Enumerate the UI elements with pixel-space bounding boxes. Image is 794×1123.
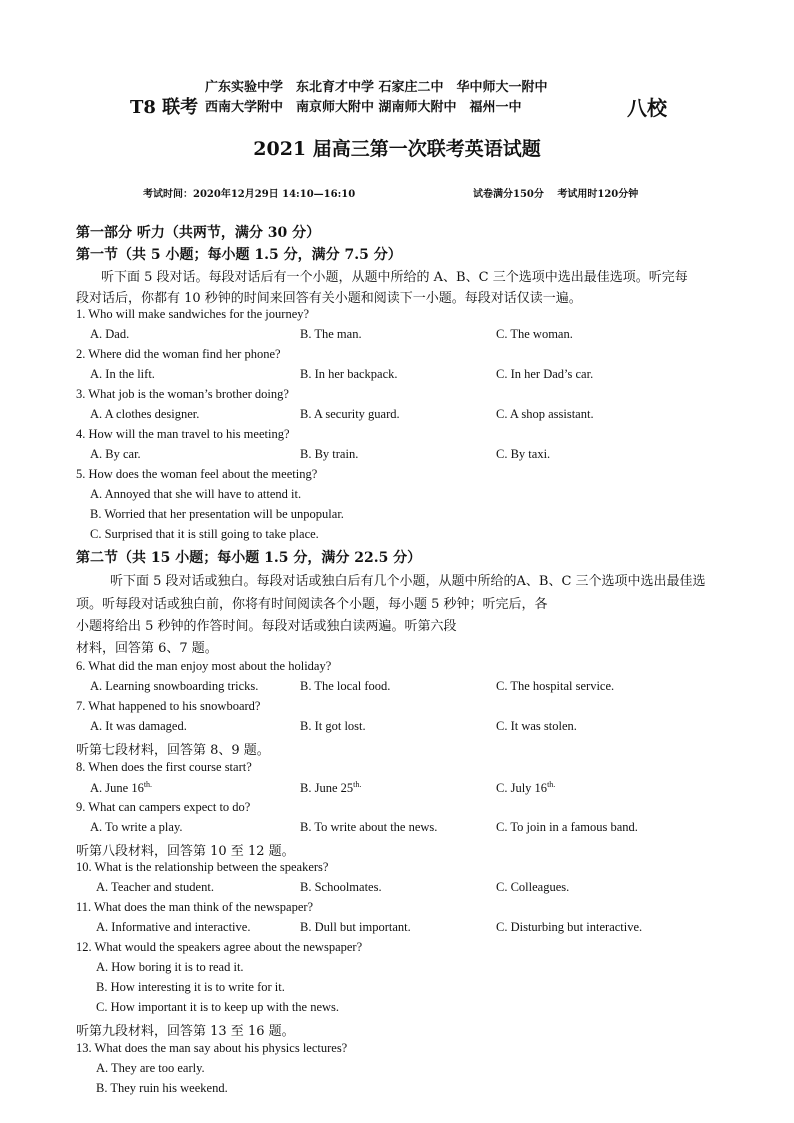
- material-9-note: 听第九段材料，回答第 13 至 16 题。: [76, 1024, 295, 1039]
- question-9-option-b: B. To write about the news.: [300, 820, 438, 834]
- question-13-option-b: B. They ruin his weekend.: [96, 1081, 228, 1095]
- material-8-note: 听第八段材料，回答第 10 至 12 题。: [76, 844, 295, 859]
- question-1-option-a: A. Dad.: [90, 327, 130, 341]
- section2-instruction-line2: 项。听每段对话或独白前，你将有时间阅读各个小题，每小题 5 秒钟；听完后，各: [76, 597, 548, 612]
- header-left-label: T8 联考: [130, 97, 199, 118]
- question-5-option-a: A. Annoyed that she will have to attend it.: [90, 487, 302, 501]
- question-2-option-b: B. In her backpack.: [300, 367, 398, 381]
- question-10-option-a: A. Teacher and student.: [96, 880, 214, 894]
- section2-instruction-line4: 材料，回答第 6、7 题。: [76, 641, 218, 656]
- exam-score: 试卷满分150分 考试用时120分钟: [473, 189, 639, 200]
- question-10-option-b: B. Schoolmates.: [300, 880, 382, 894]
- section1-heading: 第一节（共 5 小题；每小题 1.5 分，满分 7.5 分）: [76, 247, 402, 263]
- question-8-option-a: [90, 780, 152, 796]
- question-8-option-b: [300, 780, 361, 796]
- question-9-option-c: C. To join in a famous band.: [496, 820, 638, 834]
- question-7-option-a: A. It was damaged.: [90, 719, 187, 733]
- header-schools-line2: 西南大学附中 南京师大附中 湖南师大附中 福州一中: [205, 100, 522, 115]
- exam-time: 考试时间：2020年12月29日 14:10—16:10: [143, 189, 356, 200]
- question-6-option-a: A. Learning snowboarding tricks.: [90, 679, 259, 693]
- question-5-option-c: C. Surprised that it is still going to take place.: [90, 527, 319, 541]
- question-3-option-a: A. A clothes designer.: [90, 407, 200, 421]
- question-7-stem: 7. What happened to his snowboard?: [76, 699, 261, 713]
- question-3-stem: 3. What job is the woman’s brother doing?: [76, 387, 289, 401]
- question-2-option-c: C. In her Dad’s car.: [496, 367, 594, 381]
- question-11-option-c: C. Disturbing but interactive.: [496, 920, 643, 934]
- question-12-option-a: A. How boring it is to read it.: [96, 960, 244, 974]
- question-1-stem: 1. Who will make sandwiches for the journey?: [76, 307, 310, 321]
- question-6-stem: 6. What did the man enjoy most about the holiday?: [76, 659, 332, 673]
- material-7-note: 听第七段材料，回答第 8、9 题。: [76, 743, 270, 758]
- question-8-option-a-text: A. June 16: [90, 781, 144, 796]
- question-6-option-b: B. The local food.: [300, 679, 391, 693]
- question-1-option-b: B. The man.: [300, 327, 362, 341]
- question-8-option-c-suffix: th.: [547, 780, 556, 789]
- exam-title: 2021 届高三第一次联考英语试题: [253, 138, 541, 160]
- question-2-stem: 2. Where did the woman find her phone?: [76, 347, 281, 361]
- question-7-option-b: B. It got lost.: [300, 719, 366, 733]
- question-8-option-b-text: B. June 25: [300, 781, 354, 796]
- question-12-option-c: C. How important it is to keep up with the news.: [96, 1000, 340, 1014]
- question-13-option-a: A. They are too early.: [96, 1061, 205, 1075]
- question-8-option-a-suffix: th.: [143, 780, 153, 789]
- question-4-option-c: C. By taxi.: [496, 447, 551, 461]
- question-8-stem: 8. When does the first course start?: [76, 760, 252, 774]
- question-5-stem: 5. How does the woman feel about the meeting?: [76, 467, 318, 481]
- question-7-option-c: C. It was stolen.: [496, 719, 577, 733]
- question-12-option-b: B. How interesting it is to write for it.: [96, 980, 285, 994]
- section2-instruction-line3: 小题将给出 5 秒钟的作答时间。每段对话或独白读两遍。听第六段: [76, 619, 457, 634]
- question-3-option-c: C. A shop assistant.: [496, 407, 594, 421]
- header-schools-line1: 广东实验中学 东北育才中学 石家庄二中 华中师大一附中: [205, 80, 548, 95]
- question-4-option-a: A. By car.: [90, 447, 141, 461]
- section2-heading: 第二节（共 15 小题；每小题 1.5 分，满分 22.5 分）: [76, 550, 422, 566]
- question-5-option-b: B. Worried that her presentation will be unpopular.: [90, 507, 344, 521]
- question-8-option-b-suffix: th.: [353, 780, 362, 789]
- question-4-option-b: B. By train.: [300, 447, 359, 461]
- section1-instruction-line1: 听下面 5 段对话。每段对话后有一个小题，从题中所给的 A、B、C 三个选项中选出最佳选项。听完每: [101, 270, 688, 285]
- section2-instruction-line1: 听下面 5 段对话或独白。每段对话或独白后有几个小题，从题中所给的A、B、C 三个选项中选出最佳选: [110, 574, 706, 589]
- question-1-option-c: C. The woman.: [496, 327, 573, 341]
- question-11-stem: 11. What does the man think of the newspaper?: [76, 900, 314, 914]
- part1-heading: 第一部分 听力（共两节，满分 30 分）: [76, 225, 321, 241]
- question-12-stem: 12. What would the speakers agree about the newspaper?: [76, 940, 363, 954]
- question-8-option-c-text: C. July 16: [496, 781, 548, 796]
- question-2-option-a: A. In the lift.: [90, 367, 155, 381]
- question-6-option-c: C. The hospital service.: [496, 679, 615, 693]
- question-8-option-c: [496, 780, 555, 796]
- question-11-option-b: B. Dull but important.: [300, 920, 411, 934]
- question-10-stem: 10. What is the relationship between the speakers?: [76, 860, 329, 874]
- question-4-stem: 4. How will the man travel to his meeting?: [76, 427, 290, 441]
- question-9-stem: 9. What can campers expect to do?: [76, 800, 251, 814]
- section1-instruction-line2: 段对话后，你都有 10 秒钟的时间来回答有关小题和阅读下一小题。每段对话仅读一遍。: [76, 291, 582, 306]
- question-3-option-b: B. A security guard.: [300, 407, 400, 421]
- question-11-option-a: A. Informative and interactive.: [96, 920, 251, 934]
- question-13-stem: 13. What does the man say about his physics lectures?: [76, 1041, 348, 1055]
- question-10-option-c: C. Colleagues.: [496, 880, 570, 894]
- header-right-label: 八校: [627, 96, 667, 120]
- question-9-option-a: A. To write a play.: [90, 820, 183, 834]
